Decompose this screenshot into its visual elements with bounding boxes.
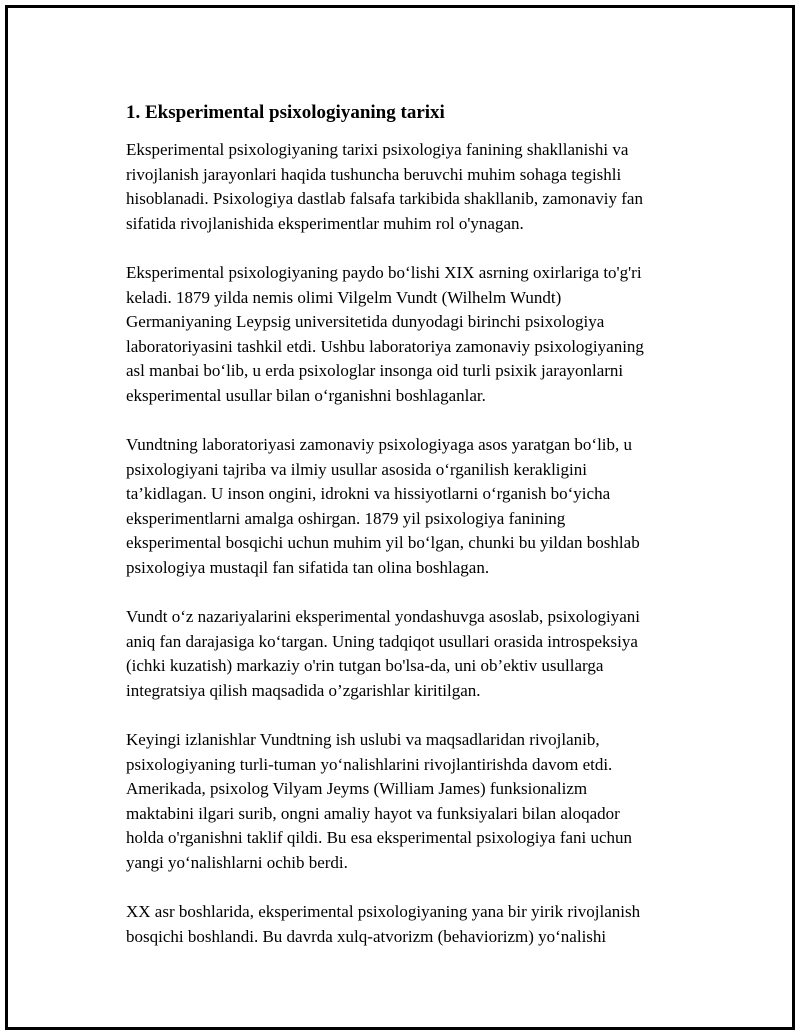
text-line: bosqichi boshlandi. Bu davrda xulq-atvorizm (behaviorizm) yo‘nalishi <box>126 926 607 946</box>
text-line: (ichki kuzatish) markaziy o'rin tutgan bo'lsa-da, uni ob’ektiv usullarga <box>126 656 604 675</box>
paragraph <box>126 900 700 949</box>
text-line: Vundt o‘z nazariyalarini eksperimental yondashuvga asoslab, psixologiyani <box>126 607 641 626</box>
text-line: laboratoriyasini tashkil etdi. Ushbu laboratoriya zamonaviy psixologiyaning <box>126 336 644 356</box>
text-line: sifatida rivojlanishida eksperimentlar muhim rol o'ynagan. <box>126 213 524 233</box>
text-line: psixologiyani tajriba va ilmiy usullar asosida o‘rganilish kerakligini <box>126 459 587 479</box>
text-line: ta’kidlagan. U inson ongini, idrokni va hissiyotlarni o‘rganish bo‘yicha <box>126 484 611 503</box>
paragraph <box>126 728 700 875</box>
paragraph <box>126 433 700 580</box>
text-line: aniq fan darajasiga ko‘targan. Uning tadqiqot usullari orasida introspeksiya <box>126 631 638 651</box>
paragraph-list <box>120 138 700 949</box>
text-line: eksperimental usullar bilan o‘rganishni boshlaganlar. <box>126 385 486 405</box>
text-line: Vundtning laboratoriyasi zamonaviy psixologiyaga asos yaratgan bo‘lib, u <box>126 435 633 454</box>
text-line: rivojlanish jarayonlari haqida tushuncha beruvchi muhim sohaga tegishli <box>126 164 622 184</box>
page-frame <box>5 5 795 1030</box>
text-line: eksperimentlarni amalga oshirgan. 1879 yil psixologiya fanining <box>126 508 566 528</box>
text-line: yangi yo‘nalishlarni ochib berdi. <box>126 852 348 872</box>
text-line: maktabini ilgari surib, ongni amaliy hayot va funksiyalari bilan aloqador <box>126 803 620 823</box>
text-line: hisoblanadi. Psixologiya dastlab falsafa tarkibida shakllanib, zamonaviy fan <box>126 189 643 208</box>
text-line: psixologiya mustaqil fan sifatida tan olina boshlagan. <box>126 557 490 577</box>
text-line: Eksperimental psixologiyaning tarixi psixologiya fanining shakllanishi va <box>126 140 629 159</box>
text-line: psixologiyaning turli-tuman yo‘nalishlarini rivojlantirishda davom etdi. <box>126 754 613 774</box>
text-line: eksperimental bosqichi uchun muhim yil bo‘lgan, chunki bu yildan boshlab <box>126 533 640 552</box>
text-line: keladi. 1879 yilda nemis olimi Vilgelm Vundt (Wilhelm Wundt) <box>126 287 562 307</box>
text-line: integratsiya qilish maqsadida o’zgarishlar kiritilgan. <box>126 680 481 700</box>
text-line: XX asr boshlarida, eksperimental psixologiyaning yana bir yirik rivojlanish <box>126 902 641 921</box>
text-line: Eksperimental psixologiyaning paydo bo‘lishi XIX asrning oxirlariga to'g'ri <box>126 263 642 282</box>
paragraph <box>126 138 700 236</box>
paragraph <box>126 261 700 408</box>
text-line: Germaniyaning Leypsig universitetida dunyodagi birinchi psixologiya <box>126 312 605 331</box>
section-heading: 1. Eksperimental psixologiyaning tarixi <box>126 102 445 123</box>
document-body <box>120 101 700 974</box>
text-line: Keyingi izlanishlar Vundtning ish uslubi va maqsadlaridan rivojlanib, <box>126 730 600 749</box>
text-line: holda o'rganishni taklif qildi. Bu esa eksperimental psixologiya fani uchun <box>126 828 633 847</box>
text-line: Amerikada, psixolog Vilyam Jeyms (William James) funksionalizm <box>126 779 588 798</box>
paragraph <box>126 605 700 703</box>
text-line: asl manbai bo‘lib, u erda psixologlar insonga oid turli psixik jarayonlarni <box>126 361 624 380</box>
